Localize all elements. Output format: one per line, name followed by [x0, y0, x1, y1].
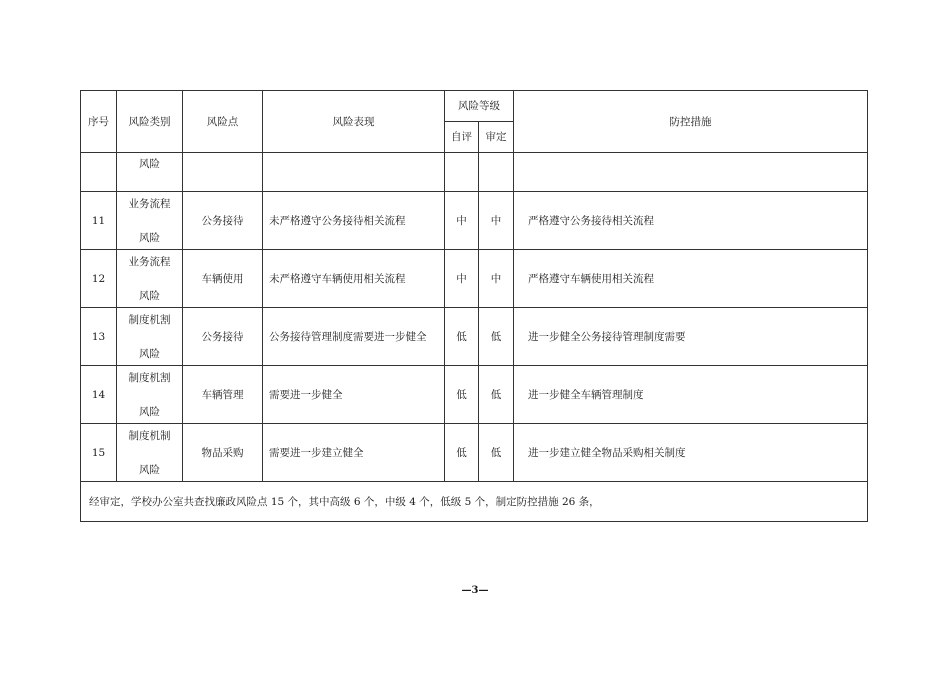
- manifestation-cell: 需要进一步健全: [263, 366, 445, 424]
- self-eval-cell: 低: [445, 308, 479, 366]
- category-cell: 业务流程 风险: [117, 250, 183, 308]
- risk-point-cell: 物品采购: [183, 424, 263, 482]
- category-cell: 制度机割 风险: [117, 308, 183, 366]
- header-measures: 防控措施: [514, 91, 868, 153]
- self-eval-cell: 低: [445, 424, 479, 482]
- risk-point-cell: 车辆使用: [183, 250, 263, 308]
- category-cell: 制度机制 风险: [117, 424, 183, 482]
- approved-cell: 中: [479, 192, 514, 250]
- header-seq: 序号: [81, 91, 117, 153]
- manifestation-cell: 需要进一步建立健全: [263, 424, 445, 482]
- summary-row: [81, 482, 868, 522]
- approved-cell: 低: [479, 424, 514, 482]
- manifestation-cell: 未严格遵守车辆使用相关流程: [263, 250, 445, 308]
- header-manifestation: 风险表现: [263, 91, 445, 153]
- header-category: 风险类别: [117, 91, 183, 153]
- measure-cell: 进一步建立健全物品采购相关制度: [514, 424, 868, 482]
- manifestation-cell: 公务接待管理制度需要进一步健全: [263, 308, 445, 366]
- table-row: [81, 308, 868, 366]
- measure-cell: 进一步健全车辆管理制度: [514, 366, 868, 424]
- table-row: [81, 424, 868, 482]
- table-row: [81, 250, 868, 308]
- measure-cell: 严格遵守车辆使用相关流程: [514, 250, 868, 308]
- risk-point-cell: 公务接待: [183, 308, 263, 366]
- seq-cell: 13: [81, 308, 117, 366]
- seq-cell: 15: [81, 424, 117, 482]
- category-cell: 风险: [117, 153, 183, 192]
- summary-text: 经审定，学校办公室共查找廉政风险点 15 个，其中高级 6 个，中级 4 个，低级 5 个，制定防控措施 26 条，: [81, 482, 868, 522]
- seq-cell: 14: [81, 366, 117, 424]
- risk-table: [80, 90, 868, 522]
- table-row: [81, 192, 868, 250]
- measure-cell: 严格遵守公务接待相关流程: [514, 192, 868, 250]
- seq-cell: 12: [81, 250, 117, 308]
- risk-point-cell: 车辆管理: [183, 366, 263, 424]
- self-eval-cell: 中: [445, 192, 479, 250]
- table-row: [81, 366, 868, 424]
- self-eval-cell: 低: [445, 366, 479, 424]
- manifestation-cell: 未严格遵守公务接待相关流程: [263, 192, 445, 250]
- approved-cell: 低: [479, 366, 514, 424]
- approved-cell: 低: [479, 308, 514, 366]
- risk-point-cell: 公务接待: [183, 192, 263, 250]
- header-risk-point: 风险点: [183, 91, 263, 153]
- seq-cell: 11: [81, 192, 117, 250]
- category-cell: 业务流程 风险: [117, 192, 183, 250]
- continuation-row: [81, 153, 868, 192]
- page-number: —3—: [461, 585, 489, 596]
- self-eval-cell: 中: [445, 250, 479, 308]
- header-row: [81, 91, 868, 122]
- approved-cell: 中: [479, 250, 514, 308]
- header-approved: 审定: [479, 122, 514, 153]
- header-self-eval: 自评: [445, 122, 479, 153]
- measure-cell: 进一步健全公务接待管理制度需要: [514, 308, 868, 366]
- category-cell: 制度机割 风险: [117, 366, 183, 424]
- header-level: 风险等级: [445, 91, 514, 122]
